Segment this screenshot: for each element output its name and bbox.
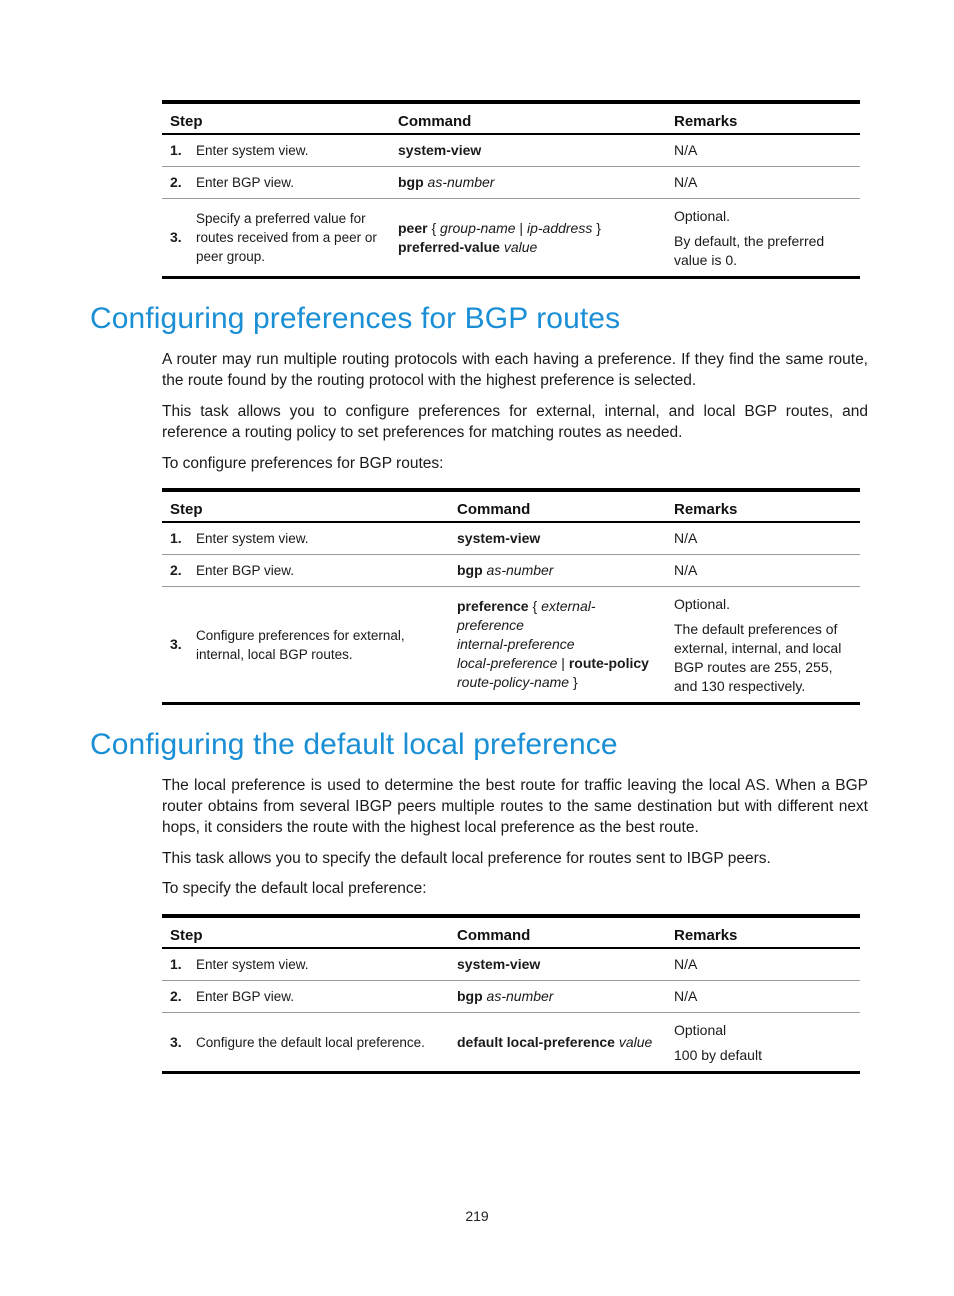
step-header: Step xyxy=(162,916,449,948)
command-argument: ip-address xyxy=(526,219,593,236)
step-number: 1. xyxy=(162,134,192,167)
remark-line: The default preferences of external, internal, and local BGP routes are 255, 255, and 130 respectively. xyxy=(674,621,842,694)
command-header: Command xyxy=(449,490,666,522)
command-keyword: system-view xyxy=(457,956,541,972)
command-argument: as-number xyxy=(486,562,554,578)
command-keyword: system-view xyxy=(457,530,541,546)
step-description: Enter BGP view. xyxy=(192,555,449,587)
section-heading: Configuring preferences for BGP routes xyxy=(90,302,621,335)
command-header: Command xyxy=(390,102,666,134)
steps-table-peer-preferred-value xyxy=(162,100,860,279)
command-keyword: default local-preference xyxy=(457,1033,615,1050)
command-argument: as-number xyxy=(427,174,495,190)
command-keyword: route-policy xyxy=(568,655,649,671)
remarks-cell xyxy=(666,1013,860,1073)
step-description: Enter BGP view. xyxy=(192,167,390,199)
table-row xyxy=(162,167,860,199)
command-argument: route-policy-name xyxy=(457,674,570,690)
remarks-cell: N/A xyxy=(666,167,860,199)
remark-line: 100 by default xyxy=(674,1047,762,1063)
step-number: 3. xyxy=(170,636,182,652)
command-keyword: system-view xyxy=(398,142,482,158)
step-number: 1. xyxy=(162,948,192,981)
page-number: 219 xyxy=(465,1208,489,1224)
command-argument: local-preference xyxy=(457,655,558,671)
command-cell xyxy=(449,587,666,704)
step-header: Step xyxy=(162,490,449,522)
command-syntax: } xyxy=(592,219,601,236)
section-heading: Configuring the default local preference xyxy=(90,728,618,761)
remarks-header: Remarks xyxy=(666,490,860,522)
command-cell xyxy=(449,555,666,587)
remarks-header: Remarks xyxy=(666,916,860,948)
table-header-row xyxy=(162,490,860,522)
remarks-cell: N/A xyxy=(666,522,860,555)
command-cell xyxy=(390,134,666,167)
remark-line: Optional xyxy=(674,1022,727,1038)
command-keyword: preference xyxy=(457,598,529,614)
command-argument: as-number xyxy=(486,988,554,1004)
table-header-row xyxy=(162,916,860,948)
step-description: Specify a preferred value for routes received from a peer or peer group. xyxy=(196,211,377,264)
step-number: 2. xyxy=(162,981,192,1013)
command-cell xyxy=(390,167,666,199)
step-description: Configure preferences for external, internal, local BGP routes. xyxy=(196,627,405,662)
command-cell xyxy=(449,522,666,555)
command-keyword: bgp xyxy=(457,988,483,1004)
command-cell xyxy=(390,199,666,278)
command-argument: value xyxy=(503,238,538,255)
step-description: Enter system view. xyxy=(192,134,390,167)
remarks-cell: N/A xyxy=(666,555,860,587)
table-row xyxy=(162,199,860,278)
table-row xyxy=(162,948,860,981)
step-number: 3. xyxy=(170,1033,182,1050)
command-argument: internal-preference xyxy=(457,636,575,652)
table-header-row xyxy=(162,102,860,134)
body-paragraph: This task allows you to specify the default local preference for routes sent to IBGP peers. xyxy=(162,850,771,867)
table-row xyxy=(162,587,860,704)
remark-line: Optional. xyxy=(674,208,731,224)
step-description: Enter system view. xyxy=(192,948,449,981)
step-number: 2. xyxy=(162,555,192,587)
step-header: Step xyxy=(162,102,390,134)
remarks-header: Remarks xyxy=(666,102,860,134)
command-argument: group-name xyxy=(440,219,516,236)
command-syntax: } xyxy=(569,674,578,690)
command-argument: external-preference xyxy=(457,598,596,633)
remarks-cell: N/A xyxy=(666,134,860,167)
body-paragraph: To specify the default local preference: xyxy=(162,880,427,897)
table-row xyxy=(162,981,860,1013)
command-cell xyxy=(449,1013,666,1073)
steps-table-bgp-preferences xyxy=(162,488,860,705)
command-syntax: { xyxy=(427,219,441,236)
body-paragraph: To configure preferences for BGP routes: xyxy=(162,455,444,472)
step-description: Enter system view. xyxy=(192,522,449,555)
remarks-cell xyxy=(666,587,860,704)
remarks-cell: N/A xyxy=(666,981,860,1013)
step-number: 3. xyxy=(170,229,182,245)
command-syntax: { xyxy=(528,598,542,614)
remarks-cell xyxy=(666,199,860,278)
command-cell xyxy=(449,981,666,1013)
command-syntax: | xyxy=(515,219,527,236)
step-description: Enter BGP view. xyxy=(192,981,449,1013)
command-header: Command xyxy=(449,916,666,948)
step-description: Configure the default local preference. xyxy=(196,1034,425,1050)
table-row xyxy=(162,555,860,587)
body-paragraph: This task allows you to configure preferences for external, internal, and local BGP routes, and reference a routing policy to set preferences for matching routes as needed. xyxy=(162,403,868,441)
remark-line: By default, the preferred value is 0. xyxy=(674,233,825,268)
table-row xyxy=(162,134,860,167)
body-paragraph: The local preference is used to determine the best route for traffic leaving the local AS. When a BGP router obtains from several IBGP peers multiple routes to the same destination but with different next hops, it considers the route with the highest local preference as the best route. xyxy=(162,777,868,836)
step-number: 1. xyxy=(162,522,192,555)
remark-line: Optional. xyxy=(674,596,731,612)
command-cell xyxy=(449,948,666,981)
command-keyword: bgp xyxy=(398,174,424,190)
body-paragraph: A router may run multiple routing protocols with each having a preference. If they find the same route, the route found by the routing protocol with the highest preference is selected. xyxy=(162,351,868,389)
command-keyword: preferred-value xyxy=(398,238,500,255)
steps-table-default-local-preference xyxy=(162,914,860,1074)
table-row xyxy=(162,1013,860,1073)
command-keyword: bgp xyxy=(457,562,483,578)
remarks-cell: N/A xyxy=(666,948,860,981)
table-row xyxy=(162,522,860,555)
command-syntax: | xyxy=(557,655,569,671)
command-argument: value xyxy=(618,1033,653,1050)
step-number: 2. xyxy=(162,167,192,199)
command-keyword: peer xyxy=(398,219,428,236)
